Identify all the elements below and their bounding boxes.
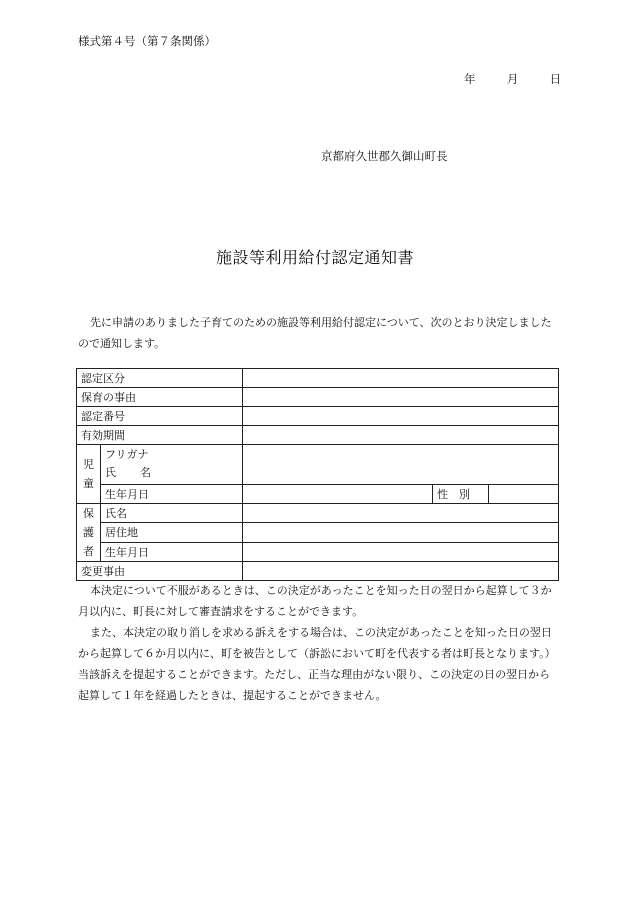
- certification-number-label: 認定番号: [77, 407, 243, 426]
- issuer: 京都府久世郡久御山町長: [321, 149, 448, 163]
- lawsuit-note: また、本決定の取り消しを求める訴えをする場合は、この決定があったことを知った日の翌日から起算して６か月以内に、町を被告として（訴訟において町を代表する者は町長となります。）当該訴えを提起することができます。ただし、正当な理由がない限り、この決定の日の翌日から起算して１年を経過したときは、提起することができません。: [78, 626, 556, 702]
- certification-category-value: [243, 369, 559, 388]
- certification-category-label: 認定区分: [77, 369, 243, 388]
- table-row: [77, 426, 559, 445]
- valid-period-label: 有効期間: [77, 426, 243, 445]
- care-reason-label: 保育の事由: [77, 388, 243, 407]
- guardian-birthdate-label: 生年月日: [101, 542, 243, 561]
- guardian-address-label: 居住地: [101, 523, 243, 542]
- guardian-group-label: [77, 504, 101, 562]
- form-number: 様式第４号（第７条関係）: [78, 34, 216, 48]
- table-row: [77, 445, 559, 485]
- notes: [78, 580, 558, 706]
- guardian-group-char: 護: [83, 526, 94, 539]
- table-row: [77, 504, 559, 523]
- date-year-label: 年: [464, 72, 476, 86]
- table-row: [77, 542, 559, 561]
- document-title: 施設等利用給付認定通知書: [215, 248, 414, 267]
- date-month-label: 月: [506, 72, 519, 86]
- guardian-group-char: 者: [83, 545, 94, 558]
- child-birthdate-label: 生年月日: [101, 485, 243, 504]
- guardian-group-char: 保: [83, 507, 94, 520]
- change-reason-label: 変更事由: [77, 562, 243, 581]
- sex-value: [489, 485, 559, 504]
- table-row: [77, 562, 559, 581]
- child-group-char: 童: [83, 477, 94, 490]
- table-row: [77, 523, 559, 542]
- date-day-label: 日: [549, 72, 562, 86]
- child-group-char: 児: [83, 458, 94, 471]
- furigana-label: フリガナ: [105, 448, 149, 461]
- sex-label: 性 別: [433, 485, 489, 504]
- guardian-name-label: 氏名: [101, 504, 243, 523]
- date-line: [464, 71, 561, 87]
- appeal-note: 本決定について不服があるときは、この決定があったことを知った日の翌日から起算して３か月以内に、町長に対して審査請求をすることができます。: [78, 584, 552, 618]
- child-birthdate-value: [243, 485, 433, 504]
- child-name-value: [243, 445, 559, 485]
- table-row: [77, 485, 559, 504]
- child-group-label: [77, 445, 101, 504]
- intro-text: 先に申請のありました子育てのための施設等利用給付認定について、次のとおり決定しましたので通知します。: [78, 316, 552, 350]
- certification-table: [76, 368, 559, 581]
- valid-period-value: [243, 426, 559, 445]
- certification-number-value: [243, 407, 559, 426]
- guardian-name-value: [243, 504, 559, 523]
- guardian-address-value: [243, 523, 559, 542]
- table-row: [77, 369, 559, 388]
- child-name-label: [101, 445, 243, 485]
- child-name-text: 氏 名: [105, 466, 151, 479]
- care-reason-value: [243, 388, 559, 407]
- intro-paragraph: [78, 312, 558, 354]
- table-row: [77, 388, 559, 407]
- table-row: [77, 407, 559, 426]
- change-reason-value: [243, 562, 559, 581]
- guardian-birthdate-value: [243, 542, 559, 561]
